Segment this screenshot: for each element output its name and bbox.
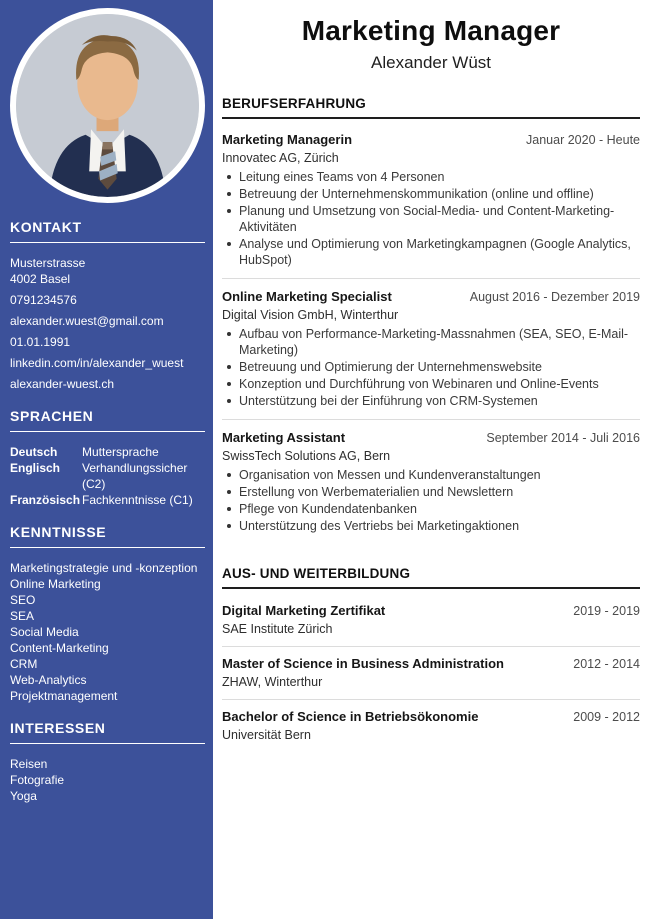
contact-section bbox=[10, 218, 205, 392]
job-bullet: Konzeption und Durchführung von Webinaren und Online-Events bbox=[222, 376, 640, 392]
interests-list bbox=[10, 756, 205, 804]
job-company: Digital Vision GmbH, Winterthur bbox=[222, 308, 399, 322]
skill-item: Marketingstrategie und -konzeption bbox=[10, 561, 198, 575]
language-level: Fachkenntnisse (C1) bbox=[82, 493, 193, 507]
languages-heading-underline bbox=[10, 431, 205, 432]
skill-item: Web-Analytics bbox=[10, 673, 87, 687]
language-row bbox=[10, 492, 205, 508]
skill-item: SEO bbox=[10, 593, 36, 607]
job-period: Januar 2020 - Heute bbox=[526, 133, 640, 147]
interest-item: Fotografie bbox=[10, 773, 65, 787]
portrait-image bbox=[16, 14, 199, 197]
job-bullet: Betreuung und Optimierung der Unternehmenswebsite bbox=[222, 359, 640, 375]
language-label: Englisch bbox=[10, 461, 61, 475]
job-period: September 2014 - Juli 2016 bbox=[486, 431, 640, 445]
education-heading: AUS- UND WEITERBILDUNG bbox=[222, 566, 411, 581]
job-bullet: Aufbau von Performance-Marketing-Massnahmen (SEA, SEO, E-Mail-Marketing) bbox=[222, 326, 640, 358]
job-entry bbox=[222, 419, 640, 544]
skill-item: Content-Marketing bbox=[10, 641, 109, 655]
education-list bbox=[222, 594, 640, 752]
job-bullet: Leitung eines Teams von 4 Personen bbox=[222, 169, 640, 185]
skills-heading: KENNTNISSE bbox=[10, 524, 107, 540]
job-bullet: Organisation von Messen und Kundenveranstaltungen bbox=[222, 467, 640, 483]
education-entry bbox=[222, 699, 640, 752]
job-bullet-list bbox=[222, 169, 640, 268]
interests-section bbox=[10, 719, 205, 804]
jobs-list bbox=[222, 122, 640, 544]
experience-heading: BERUFSERFAHRUNG bbox=[222, 96, 367, 111]
skill-item: Social Media bbox=[10, 625, 79, 639]
contact-item: 0791234576 bbox=[10, 293, 77, 307]
job-title: Online Marketing Specialist bbox=[222, 289, 392, 304]
education-entry bbox=[222, 594, 640, 646]
interest-item: Yoga bbox=[10, 789, 37, 803]
skill-item: CRM bbox=[10, 657, 38, 671]
education-header-row bbox=[222, 603, 640, 619]
job-bullet: Unterstützung des Vertriebs bei Marketingaktionen bbox=[222, 518, 640, 534]
contact-address-line: Musterstrasse bbox=[10, 256, 86, 270]
experience-heading-underline bbox=[222, 117, 640, 119]
contact-address-line: 4002 Basel bbox=[10, 272, 71, 286]
language-row bbox=[10, 444, 205, 460]
job-bullet-list bbox=[222, 467, 640, 534]
education-institution: ZHAW, Winterthur bbox=[222, 675, 323, 689]
person-name: Alexander Wüst bbox=[371, 53, 491, 72]
job-entry bbox=[222, 122, 640, 278]
job-bullet: Analyse und Optimierung von Marketingkampagnen (Google Analytics, HubSpot) bbox=[222, 236, 640, 268]
language-level: Muttersprache bbox=[82, 445, 159, 459]
education-period: 2019 - 2019 bbox=[573, 604, 640, 618]
education-heading-underline bbox=[222, 587, 640, 589]
contact-heading-underline bbox=[10, 242, 205, 243]
interests-heading-underline bbox=[10, 743, 205, 744]
language-label: Deutsch bbox=[10, 445, 58, 459]
languages-list bbox=[10, 444, 205, 508]
job-header-row bbox=[222, 289, 640, 305]
education-period: 2009 - 2012 bbox=[573, 710, 640, 724]
skills-list bbox=[10, 560, 205, 704]
skills-section bbox=[10, 523, 205, 704]
job-bullet: Pflege von Kundendatenbanken bbox=[222, 501, 640, 517]
job-bullet: Betreuung der Unternehmenskommunikation (online und offline) bbox=[222, 186, 640, 202]
job-title: Marketing Assistant bbox=[222, 430, 346, 445]
contact-list bbox=[10, 293, 205, 392]
contact-item: linkedin.com/in/alexander_wuest bbox=[10, 356, 184, 370]
job-title: Marketing Managerin bbox=[222, 132, 353, 147]
job-period: August 2016 - Dezember 2019 bbox=[469, 290, 640, 304]
sidebar bbox=[0, 0, 213, 919]
contact-heading: KONTAKT bbox=[10, 219, 82, 235]
profile-photo bbox=[10, 8, 205, 203]
job-bullet-list bbox=[222, 326, 640, 409]
job-company: SwissTech Solutions AG, Bern bbox=[222, 449, 391, 463]
contact-address bbox=[10, 255, 205, 287]
skill-item: Online Marketing bbox=[10, 577, 101, 591]
job-bullet: Erstellung von Werbematerialien und Newslettern bbox=[222, 484, 640, 500]
education-header-row bbox=[222, 656, 640, 672]
language-level: Verhandlungssicher (C2) bbox=[82, 461, 188, 491]
education-title: Digital Marketing Zertifikat bbox=[222, 603, 386, 618]
job-company: Innovatec AG, Zürich bbox=[222, 151, 339, 165]
interest-item: Reisen bbox=[10, 757, 48, 771]
education-institution: Universität Bern bbox=[222, 728, 311, 742]
job-header-row bbox=[222, 132, 640, 148]
education-header-row bbox=[222, 709, 640, 725]
education-title: Master of Science in Business Administration bbox=[222, 656, 504, 671]
contact-item: alexander-wuest.ch bbox=[10, 377, 115, 391]
language-label: Französisch bbox=[10, 493, 81, 507]
skill-item: Projektmanagement bbox=[10, 689, 118, 703]
job-entry bbox=[222, 278, 640, 419]
skill-item: SEA bbox=[10, 609, 35, 623]
page-title: Marketing Manager bbox=[301, 15, 561, 46]
contact-item: 01.01.1991 bbox=[10, 335, 71, 349]
main-content bbox=[213, 0, 650, 919]
language-row bbox=[10, 460, 205, 492]
education-period: 2012 - 2014 bbox=[573, 657, 640, 671]
interests-heading: INTERESSEN bbox=[10, 720, 106, 736]
job-bullet: Planung und Umsetzung von Social-Media- und Content-Marketing-Aktivitäten bbox=[222, 203, 640, 235]
experience-section bbox=[222, 95, 640, 544]
education-entry bbox=[222, 646, 640, 699]
education-institution: SAE Institute Zürich bbox=[222, 622, 333, 636]
languages-heading: SPRACHEN bbox=[10, 408, 94, 424]
job-bullet: Unterstützung bei der Einführung von CRM-Systemen bbox=[222, 393, 640, 409]
languages-section bbox=[10, 407, 205, 508]
skills-heading-underline bbox=[10, 547, 205, 548]
contact-item: alexander.wuest@gmail.com bbox=[10, 314, 164, 328]
education-title: Bachelor of Science in Betriebsökonomie bbox=[222, 709, 479, 724]
job-header-row bbox=[222, 430, 640, 446]
education-section bbox=[222, 565, 640, 752]
